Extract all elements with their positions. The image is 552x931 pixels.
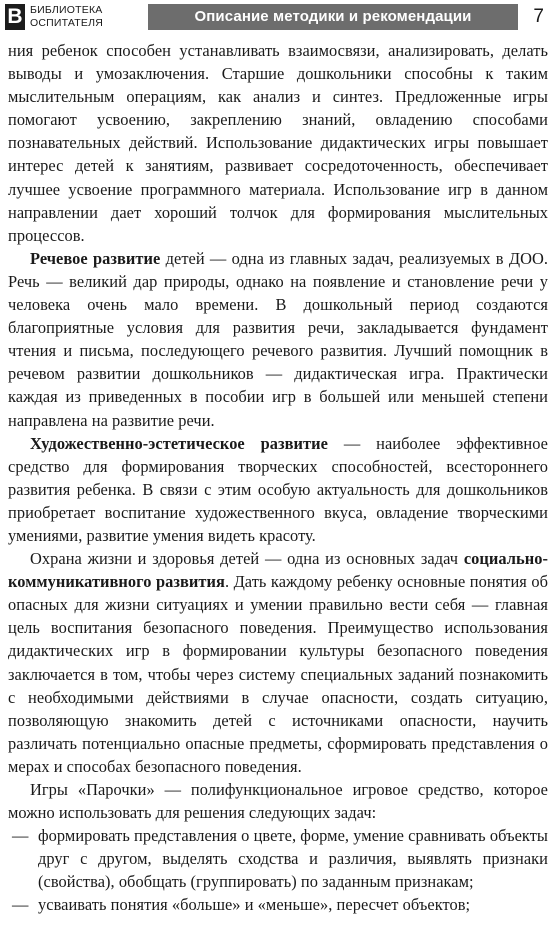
term-artistic-development: Художественно-эстетическое развитие <box>30 433 328 453</box>
list-item <box>8 893 548 916</box>
paragraph-speech-development <box>8 247 548 432</box>
paragraph-social-development-lead: Охрана жизни и здоровья детей — одна из основных задач <box>30 549 464 569</box>
list-item-text: усваивать понятия «больше» и «меньше», пересчет объектов; <box>38 895 471 915</box>
page-header <box>0 0 552 36</box>
section-title: Описание методики и рекомендации <box>148 4 518 30</box>
tasks-list <box>8 824 548 916</box>
series-name-line-2: ОСПИТАТЕЛЯ <box>30 16 103 29</box>
list-item <box>8 824 548 893</box>
paragraph-artistic-development <box>8 432 548 547</box>
paragraph-pairs-games: Игры «Парочки» — полифункциональное игровое средство, которое можно использовать для решения следующих задач: <box>8 780 548 823</box>
paragraph-artistic-development-text: — наиболее эффективное средство для формирования творческих способностей, всестороннего развития ребенка. В связи с этим особую актуальность для дошкольников приобретает воспитание художественного вкуса, овладение творческими умениями, развитие умения видеть красоту. <box>8 433 549 545</box>
list-dash: — <box>12 826 29 846</box>
paragraph-speech-development-text: детей — одна из главных задач, реализуемых в ДОО. Речь — великий дар природы, однако на появление и становление речи у человека очень мало времени. В дошкольный период создаются благоприятные условия для развития речи, закладывается фундамент чтения и письма, последующего речевого развития. Лучший помощник в речевом развитии дошкольников — дидактическая игра. Практически каждая из приведенных в пособии игр в большей или меньшей степени направлена на развитие речи. <box>8 248 548 430</box>
series-logo-badge: В <box>5 4 25 30</box>
list-item-text: формировать представления о цвете, форме, умение сравнивать объекты друг с другом, выделять сходства и различия, выявлять признаки (свойства), обобщать (группировать) по заданным признакам; <box>38 826 548 892</box>
list-dash: — <box>12 895 29 915</box>
series-name-line-1: БИБЛИОТЕКА <box>30 4 103 16</box>
page-number: 7 <box>533 6 544 27</box>
body-text <box>8 39 548 917</box>
term-social-development: социально-коммуникативного развития <box>8 549 548 592</box>
paragraph-social-development-text: . Дать каждому ребенку основные понятия об опасных для жизни ситуациях и умении правильно вести себя — главная цель воспитания безопасного поведения. Преимущество использования дидактических игр в формировании культуры безопасного поведения заключается в том, чтобы через систему специальных заданий познакомить с необходимыми действиями в случае опасности, создать ситуацию, позволяющую знакомить детей с источниками опасности, научить различать потенциально опасные предметы, сформировать представления о мерах и способах безопасного поведения. <box>8 572 549 776</box>
paragraph-cognitive: ния ребенок способен устанавливать взаимосвязи, анализировать, делать выводы и умозаключения. Старшие дошкольники способны к таким мыслительным операциям, как анализ и синтез. Предложенные игры помогают усвоению, закреплению знаний, овладению способами познавательных действий. Использование дидактических игры повышает интерес детей к занятиям, развивает сосредоточенность, обеспечивает лучшее усвоение программного материала. Использование игр в данном направлении дает хороший толчок для формирования мыслительных процессов. <box>8 41 548 245</box>
term-speech-development: Речевое развитие <box>30 248 161 268</box>
paragraph-social-development <box>8 547 548 778</box>
series-name <box>30 4 148 29</box>
